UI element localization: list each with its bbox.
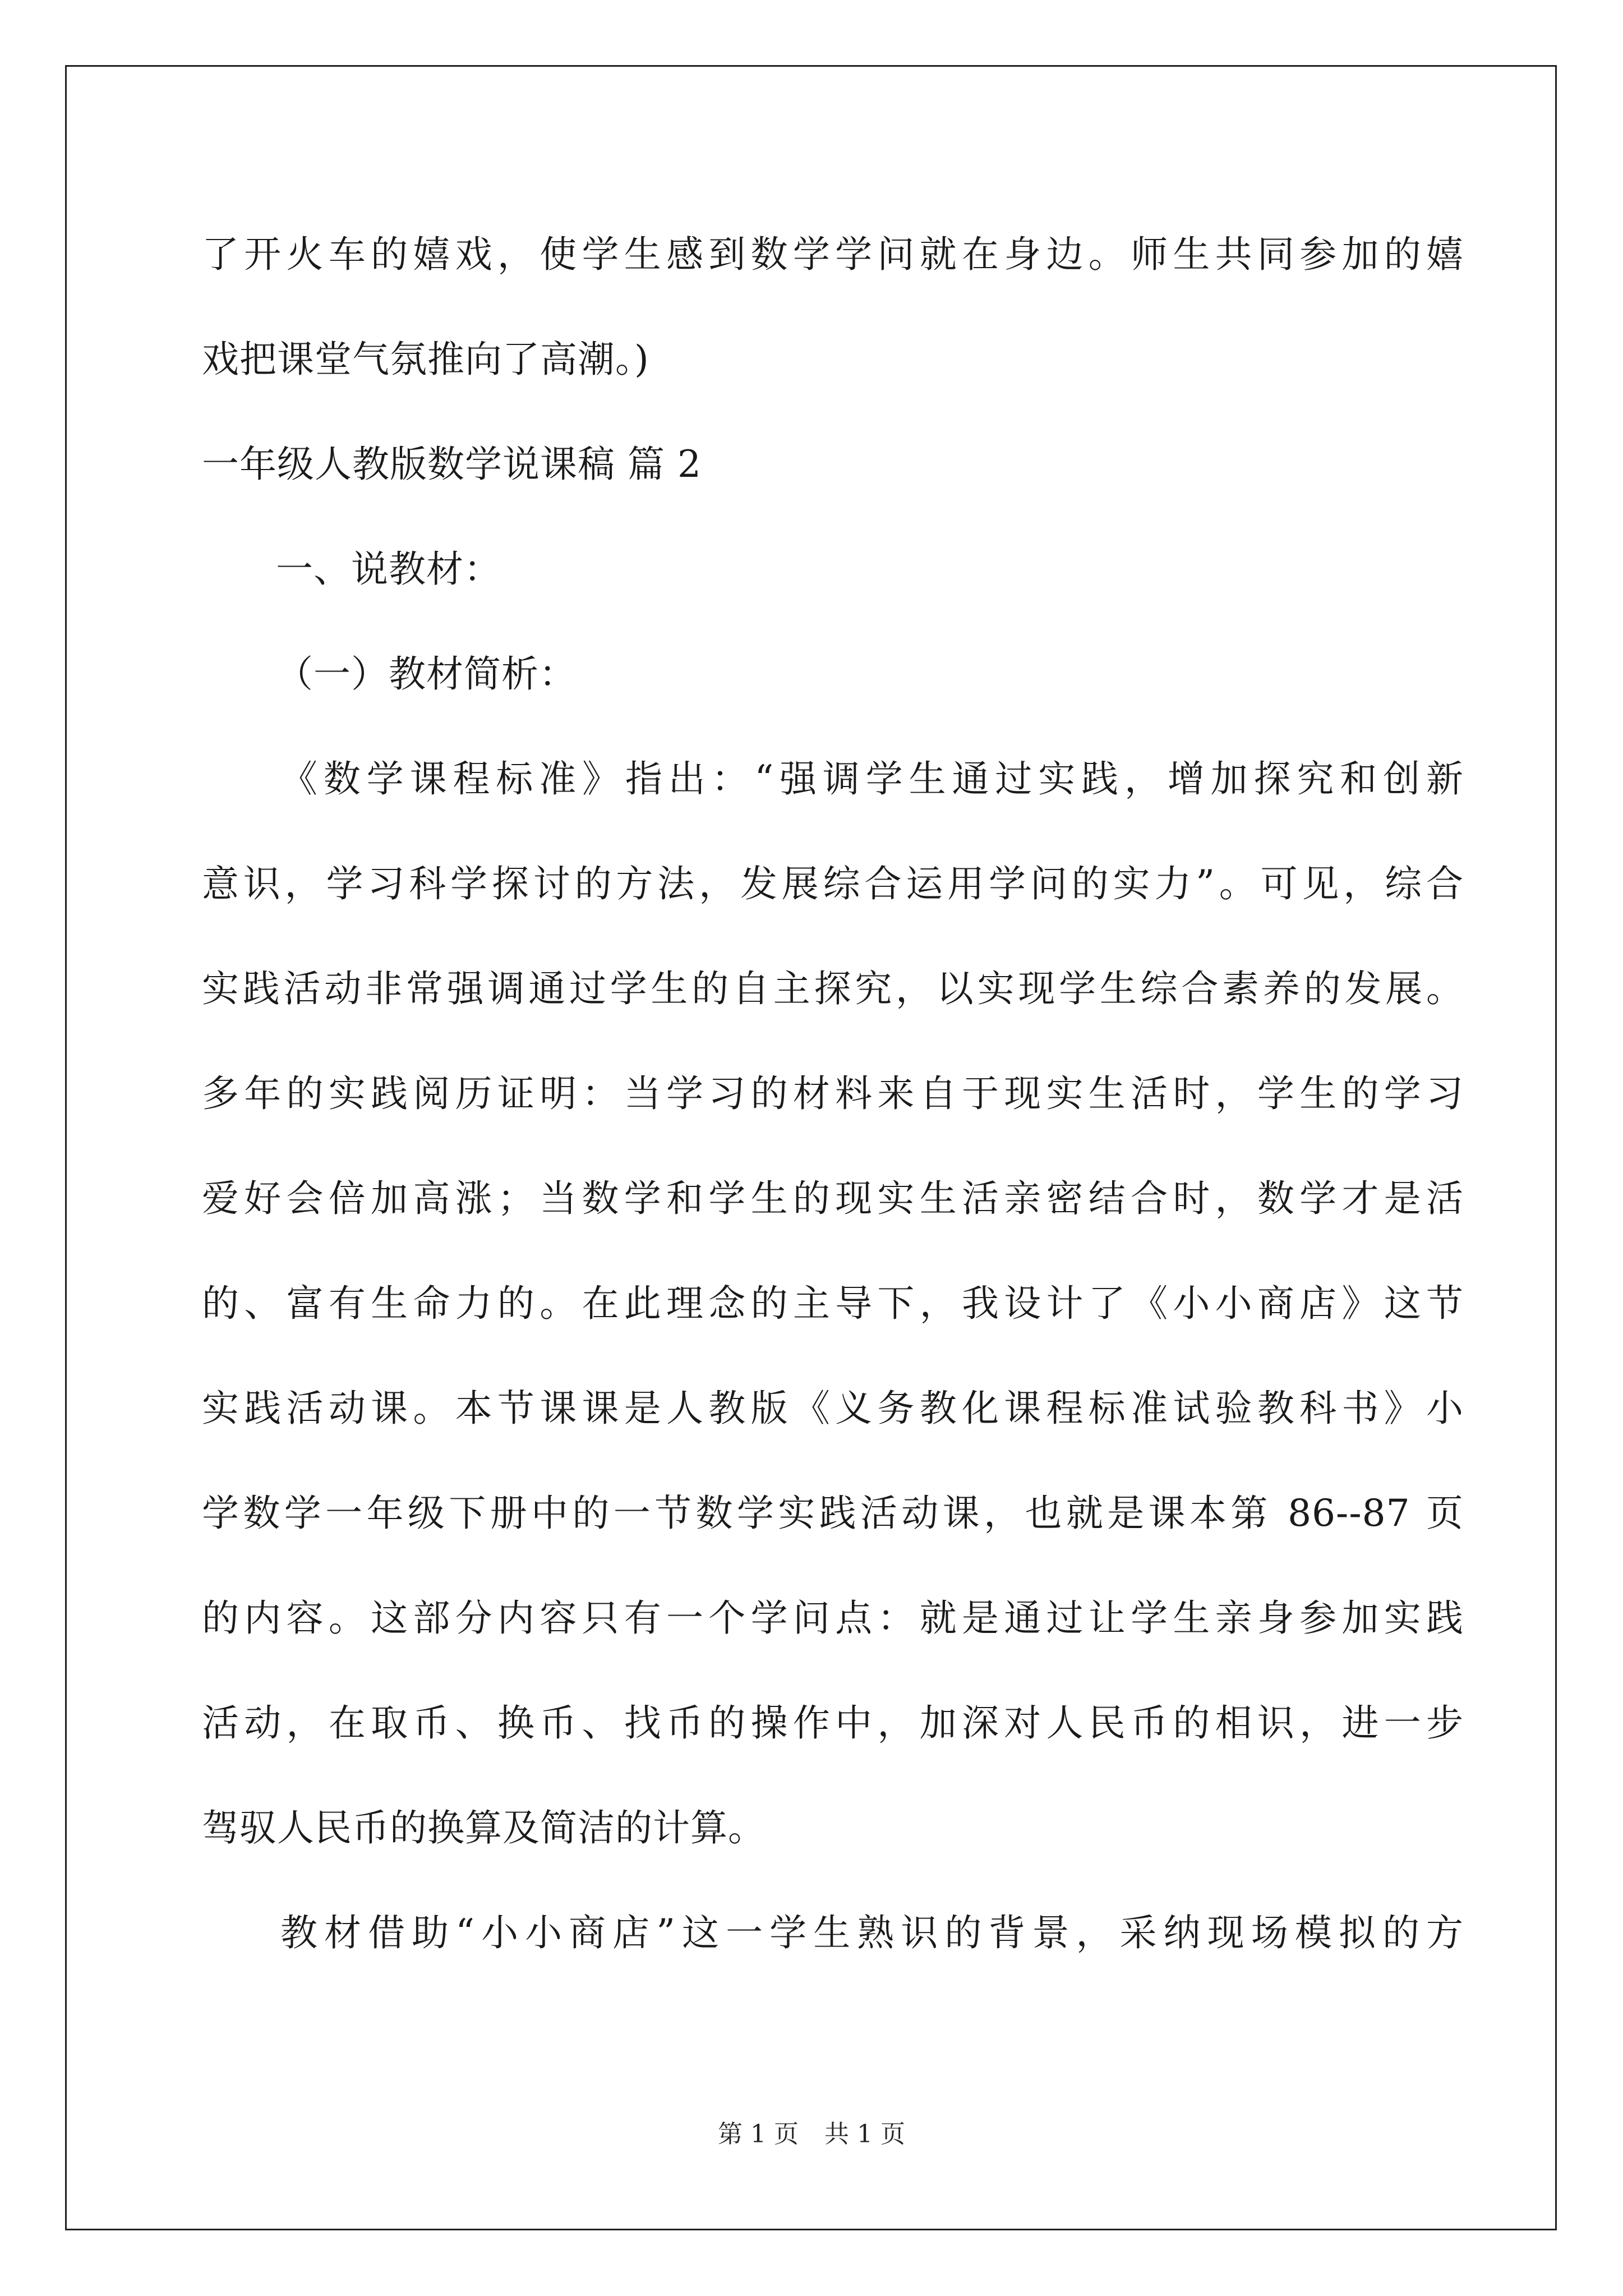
text-line: 的、富有生命力的。在此理念的主导下，我设计了《小小商店》这节 [202,1282,1464,1325]
page-footer [0,2118,1623,2151]
text-line: 实践活动课。本节课课是人教版《义务教化课程标准试验教科书》小 [202,1387,1464,1430]
document-body [202,202,1464,1985]
text-line: 多年的实践阅历证明：当学习的材料来自于现实生活时，学生的学习 [202,1072,1464,1115]
text-line: 了开火车的嬉戏，使学生感到数学学问就在身边。师生共同参加的嬉 [202,233,1464,276]
text-line: 实践活动非常强调通过学生的自主探究，以实现学生综合素养的发展。 [202,967,1464,1010]
text-line: 《数学课程标准》指出：“强调学生通过实践，增加探究和创新 [280,757,1464,800]
page-total: 共 1 页 [824,2120,905,2148]
page-number: 第 1 页 [718,2120,799,2148]
text-line: 驾驭人民币的换算及简洁的计算。 [202,1806,766,1849]
text-line: 活动，在取币、换币、找币的操作中，加深对人民币的相识，进一步 [202,1701,1464,1745]
subsection-heading: （一）教材简析： [276,652,577,696]
subsection-heading: 一、说教材： [276,547,501,591]
text-line: 戏把课堂气氛推向了高潮。) [202,338,649,381]
text-line: 爱好会倍加高涨；当数学和学生的现实生活亲密结合时，数学才是活 [202,1177,1464,1220]
section-heading: 一年级人教版数学说课稿 篇 2 [202,443,702,486]
text-line: 学数学一年级下册中的一节数学实践活动课，也就是课本第 86--87 页 [202,1492,1464,1535]
text-line: 的内容。这部分内容只有一个学问点：就是通过让学生亲身参加实践 [202,1596,1464,1640]
text-line: 教材借助“小小商店”这一学生熟识的背景，采纳现场模拟的方 [280,1911,1464,1954]
text-line: 意识，学习科学探讨的方法，发展综合运用学问的实力”。可见，综合 [202,862,1464,905]
